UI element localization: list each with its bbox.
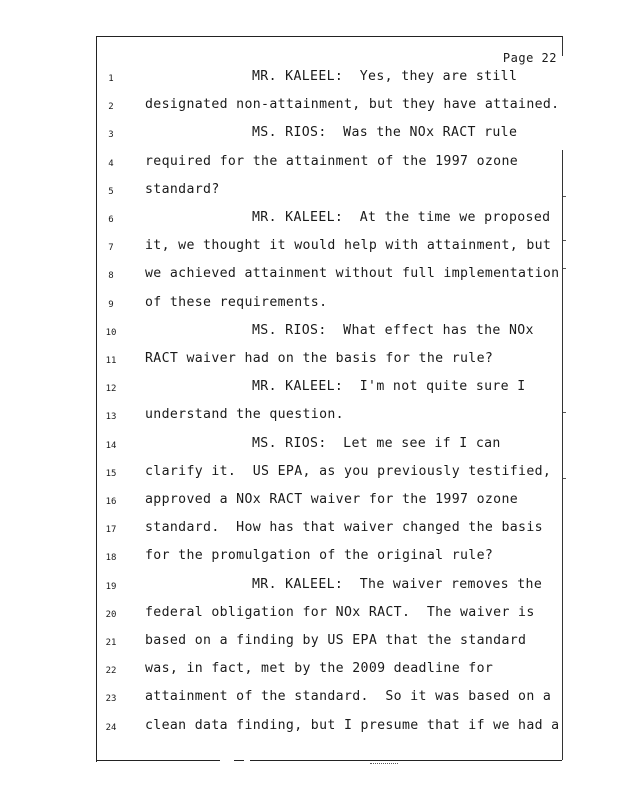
line-text: for the promulgation of the original rule? [145, 548, 494, 564]
transcript-line [0, 545, 619, 573]
page-border-bottom-left [96, 760, 220, 761]
transcript-line [0, 348, 619, 376]
line-text: standard? [145, 181, 220, 197]
line-text: MS. RIOS: Was the NOx RACT rule [252, 125, 518, 141]
line-number: 3 [108, 130, 114, 141]
line-text: attainment of the standard. So it was based on a [145, 689, 552, 705]
line-number: 8 [108, 271, 114, 282]
line-number: 19 [105, 581, 117, 592]
transcript-line [0, 489, 619, 517]
bottom-dots [370, 763, 398, 765]
line-number: 7 [108, 243, 114, 254]
line-number: 15 [105, 468, 117, 479]
transcript-line [0, 151, 619, 179]
line-number: 16 [105, 497, 117, 507]
line-text: approved a NOx RACT waiver for the 1997 ozone [145, 492, 519, 507]
line-number: 23 [105, 694, 117, 705]
transcript-line [0, 433, 619, 461]
line-text: MS. RIOS: What effect has the NOx [252, 322, 534, 338]
page-border-right-top [562, 36, 563, 56]
line-number: 10 [105, 327, 117, 338]
transcript-line [0, 658, 619, 686]
transcript-line [0, 263, 619, 291]
line-number: 11 [105, 356, 117, 366]
line-text: required for the attainment of the 1997 ozone [145, 153, 519, 169]
line-text: MR. KALEEL: I'm not quite sure I [252, 379, 526, 395]
transcript-line [0, 686, 619, 714]
line-number: 12 [105, 384, 117, 395]
transcript-line [0, 207, 619, 235]
transcript-line [0, 376, 619, 404]
line-number: 14 [105, 440, 117, 451]
line-number: 20 [105, 609, 117, 620]
line-text: standard. How has that waiver changed the basis [145, 520, 543, 536]
line-text: was, in fact, met by the 2009 deadline for [145, 661, 494, 677]
line-number: 22 [105, 666, 117, 677]
transcript-line [0, 320, 619, 348]
line-number: 2 [108, 102, 114, 113]
line-text: MR. KALEEL: Yes, they are still [252, 69, 518, 84]
line-number: 18 [105, 553, 117, 564]
line-text: MR. KALEEL: The waiver removes the [252, 576, 543, 592]
line-text: of these requirements. [145, 294, 328, 310]
transcript-line [0, 179, 619, 207]
transcript-line [0, 517, 619, 545]
line-text: MR. KALEEL: At the time we proposed [252, 210, 551, 225]
transcript-line [0, 404, 619, 432]
line-number: 24 [105, 722, 117, 733]
line-number: 6 [108, 215, 114, 225]
line-text: based on a finding by US EPA that the standard [145, 633, 527, 648]
line-number: 17 [105, 525, 117, 536]
line-text: we achieved attainment without full implementation [145, 266, 560, 282]
line-text: MS. RIOS: Let me see if I can [252, 435, 501, 451]
line-text: it, we thought it would help with attainment, but [145, 238, 552, 254]
transcript-line [0, 94, 619, 122]
line-number: 4 [108, 158, 114, 169]
line-text: federal obligation for NOx RACT. The waiver is [145, 604, 535, 620]
line-number: 21 [105, 638, 117, 648]
transcript-line [0, 715, 619, 743]
line-text: RACT waiver had on the basis for the rule? [145, 351, 494, 366]
line-text: clarify it. US EPA, as you previously testified, [145, 463, 552, 479]
line-text: clean data finding, but I presume that if we had a [145, 717, 560, 733]
transcript-line [0, 122, 619, 150]
transcript-line [0, 292, 619, 320]
line-number: 5 [108, 186, 114, 197]
transcript-line [0, 602, 619, 630]
page-border-bottom-mid [234, 760, 244, 761]
line-number: 9 [108, 299, 114, 310]
line-number: 13 [105, 412, 117, 423]
page-border-top [96, 36, 562, 37]
line-number: 1 [108, 74, 114, 84]
page-border-bottom-right [250, 760, 562, 761]
line-text: designated non-attainment, but they have attained. [145, 97, 560, 113]
line-text: understand the question. [145, 407, 344, 423]
transcript-line [0, 235, 619, 263]
transcript-line [0, 66, 619, 94]
transcript-line [0, 630, 619, 658]
page-number: Page 22 [502, 51, 557, 65]
transcript-line [0, 461, 619, 489]
transcript-line [0, 574, 619, 602]
